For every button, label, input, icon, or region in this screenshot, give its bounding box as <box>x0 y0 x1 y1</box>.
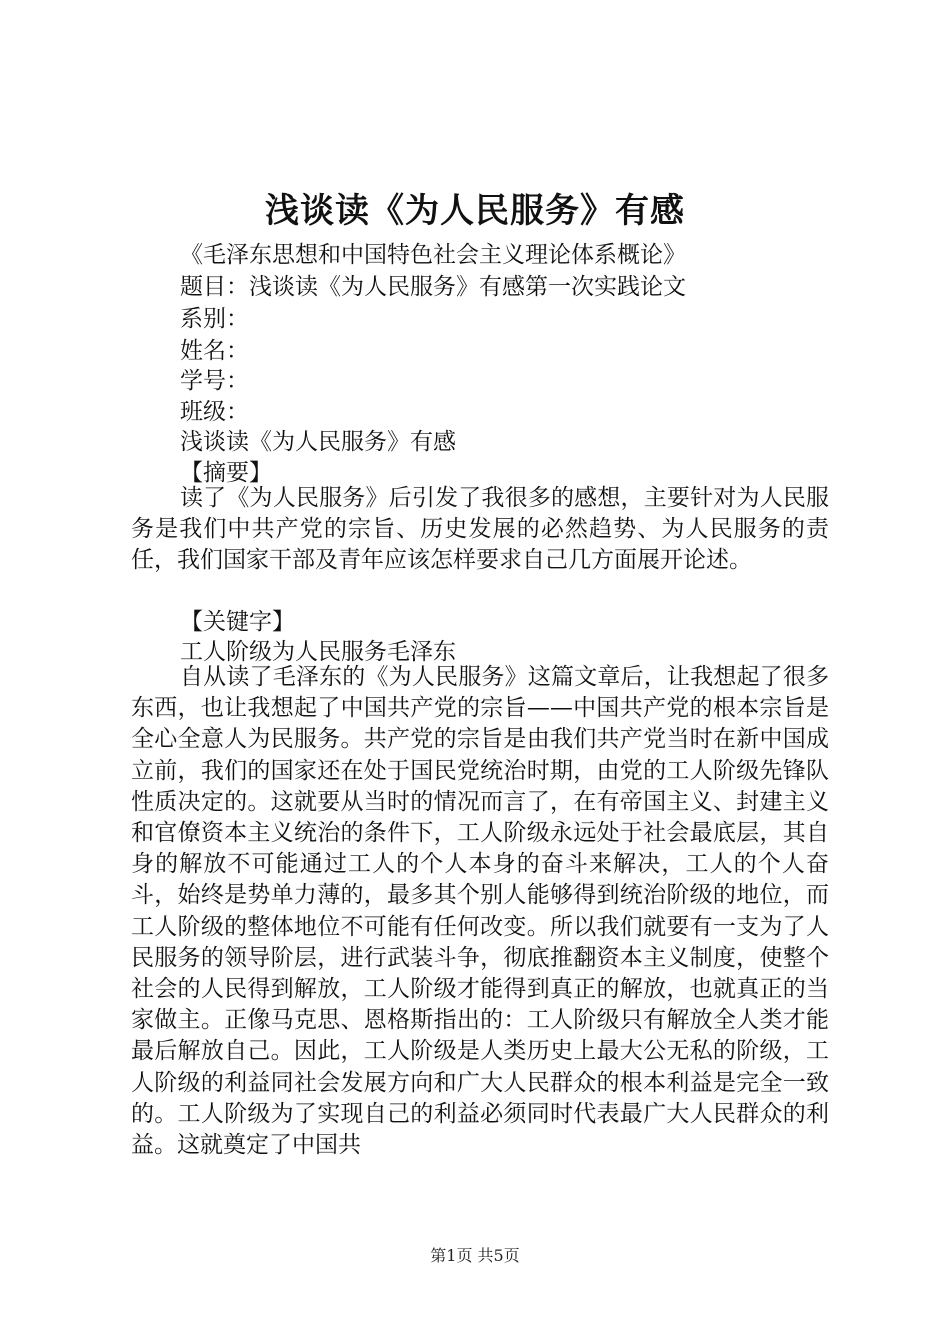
class-field: 班级： <box>180 399 249 425</box>
department-field: 系别： <box>180 306 249 332</box>
student-id-field: 学号： <box>180 368 249 394</box>
keywords-text: 工人阶级为人民服务毛泽东 <box>180 639 456 665</box>
document-title: 浅谈读《为人民服务》有感 <box>265 191 685 231</box>
page-footer: 第1页 共5页 <box>430 1246 520 1265</box>
name-field: 姓名： <box>180 338 249 364</box>
abstract-text: 读了《为人民服务》后引发了我很多的感想，主要针对为人民服务是我们中共产党的宗旨、历史发展的必然趋势、为人民服务的责任，我们国家干部及青年应该怎样要求自己几方面展开论述。 <box>131 485 829 574</box>
topic-line: 题目：浅谈读《为人民服务》有感第一次实践论文 <box>180 274 686 300</box>
subtitle: 浅谈读《为人民服务》有感 <box>180 429 456 455</box>
body-paragraph: 自从读了毛泽东的《为人民服务》这篇文章后，让我想起了很多东西，也让我想起了中国共产党的宗旨——中国共产党的根本宗旨是全心全意人为民服务。共产党的宗旨是由我们共产党当时在新中国成立前，我们的国家还在处于国民党统治时期，由党的工人阶级先锋队性质决定的。这就要从当时的情况而言了，在有帝国主义、封建主义和官僚资本主义统治的条件下，工人阶级永远处于社会最底层，其自身的解放不可能通过工人的个人本身的奋斗来解决，工人的个人奋斗，始终是势单力薄的，最多其个别人能够得到统治阶级的地位，而工人阶级的整体地位不可能有任何改变。所以我们就要有一支为了人民服务的领导阶层，进行武装斗争，彻底推翻资本主义制度，使整个社会的人民得到解放，工人阶级才能得到真正的解放，也就真正的当家做主。正像马克思、恩格斯指出的：工人阶级只有解放全人类才能最后解放自己。因此，工人阶级是人类历史上最大公无私的阶级，工人阶级的利益同社会发展方向和广大人民群众的根本利益是完全一致的。工人阶级为了实现自己的利益必须同时代表最广大人民群众的利益。这就奠定了中国共 <box>131 664 829 1159</box>
keywords-heading: 【关键字】 <box>180 609 295 635</box>
course-name: 《毛泽东思想和中国特色社会主义理论体系概论》 <box>180 242 686 268</box>
abstract-heading: 【摘要】 <box>180 460 272 486</box>
